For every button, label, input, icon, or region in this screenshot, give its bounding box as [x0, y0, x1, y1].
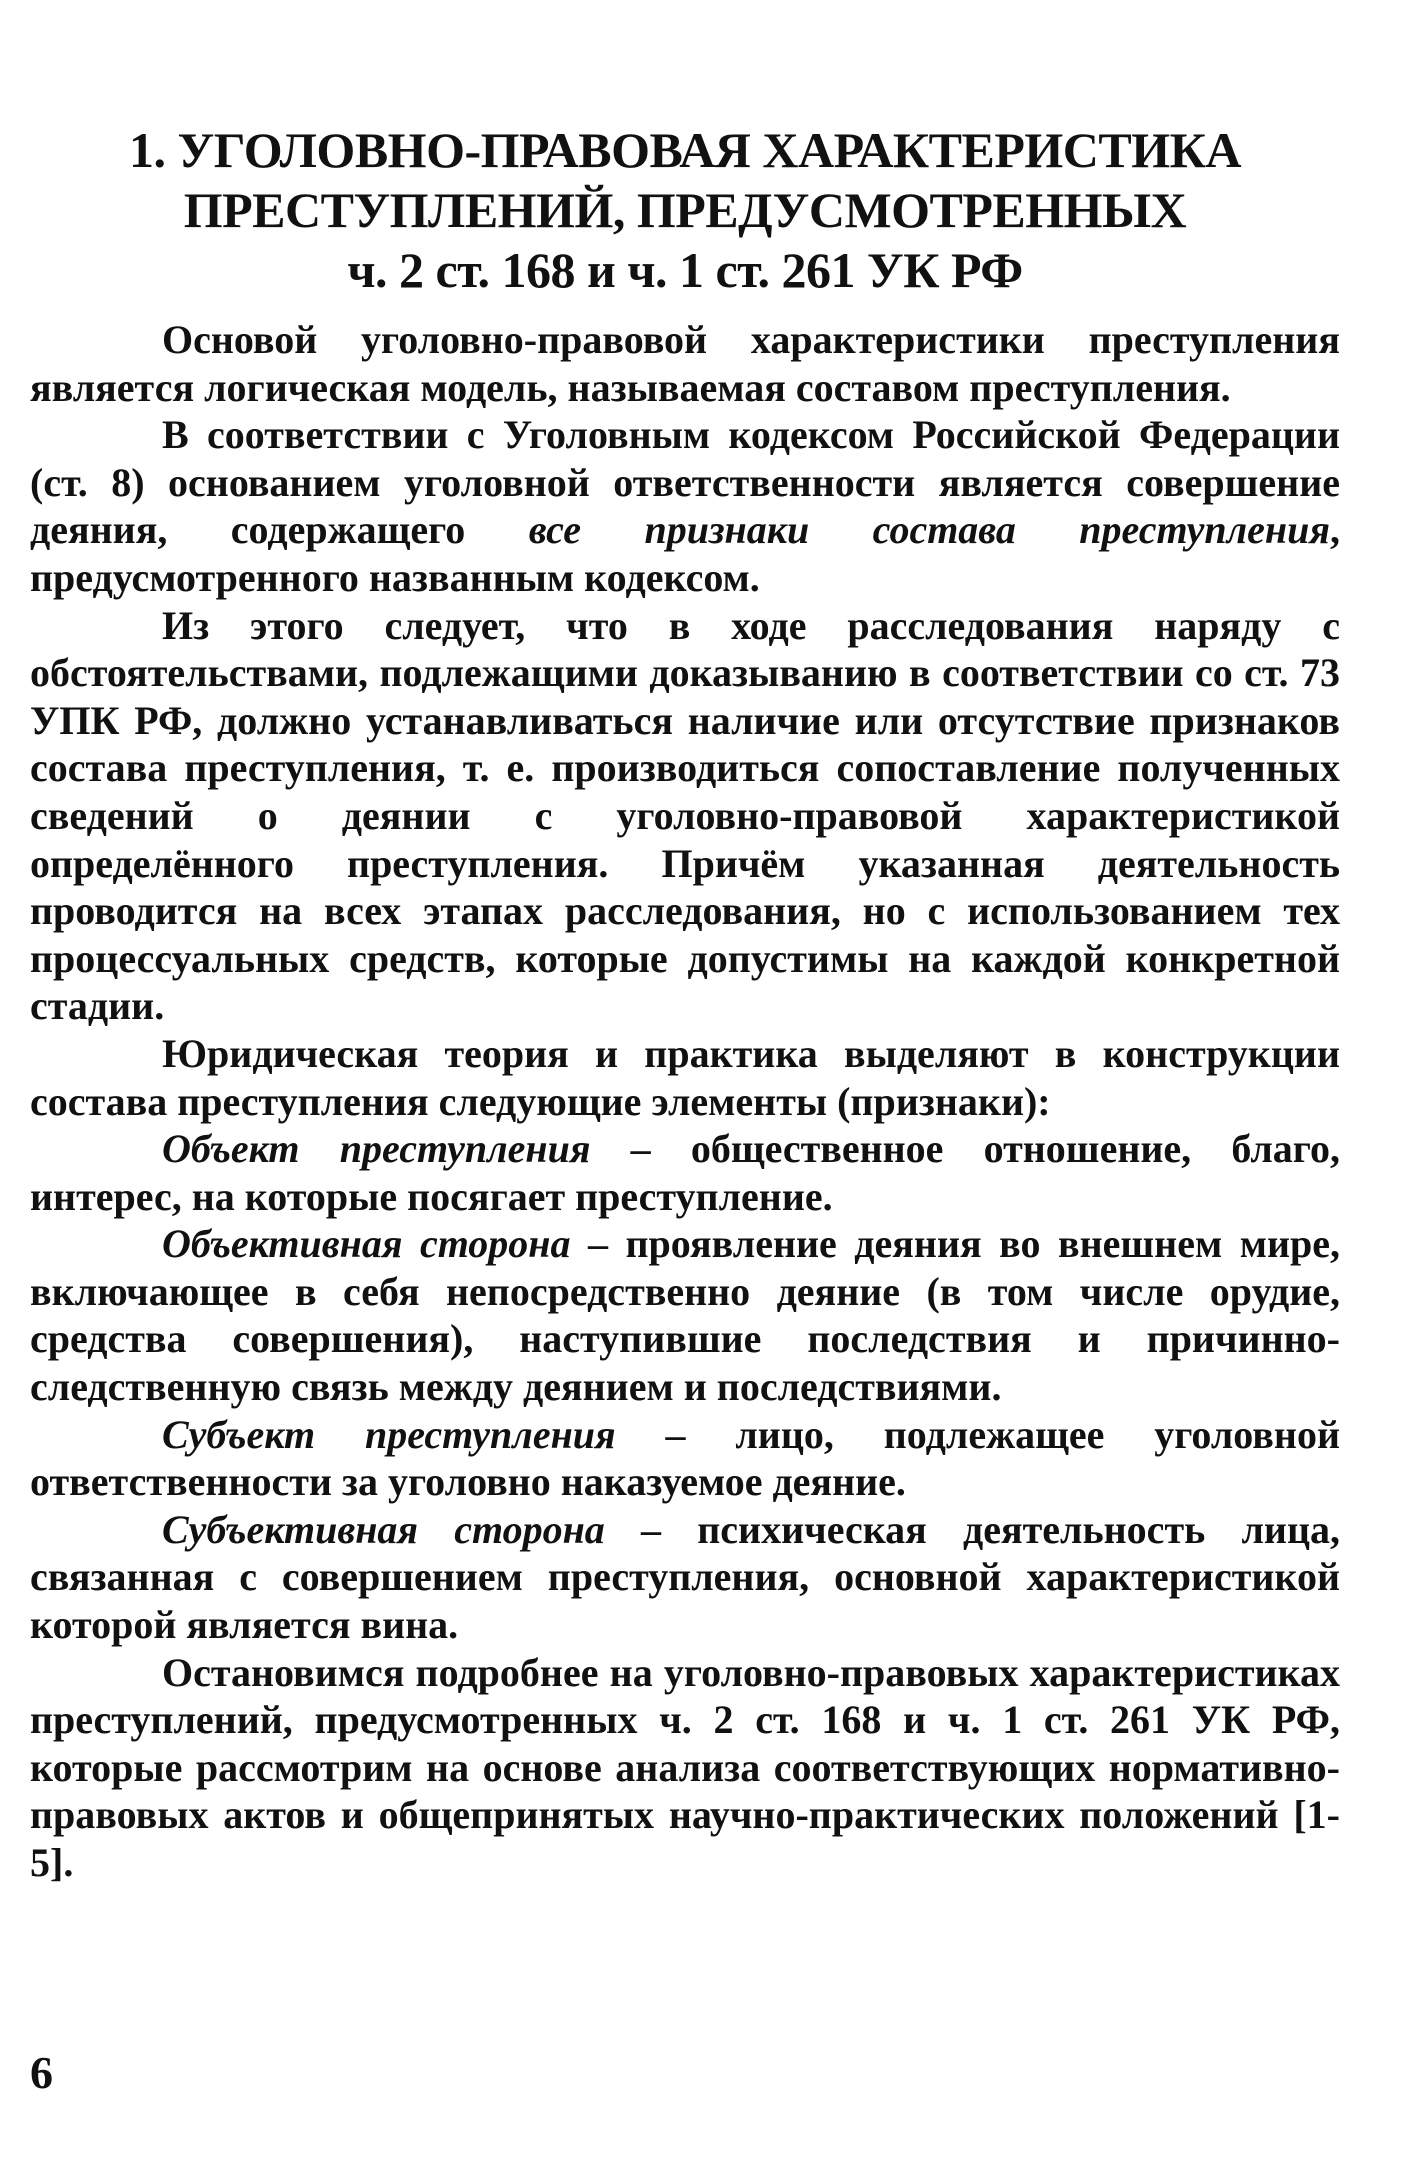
definition-object: – общественное отношение, благо, интерес, на которые посягает преступление. — [30, 1126, 1340, 1219]
term-objective-side: Объективная сторона — [162, 1221, 571, 1267]
term-object: Объект преступления — [162, 1126, 591, 1172]
paragraph-1: Основой уголовно-правовой характеристики преступления является логическая модель, называемая составом преступления. — [30, 317, 1340, 410]
paragraph-objective-side — [30, 1220, 1340, 1410]
term-subjective-side: Субъективная сторона — [162, 1506, 605, 1552]
definition-objective-side: – проявление деяния во внешнем мире, включающее в себя непосредственно деяние (в том числе орудие, средства совершения), наступившие последствия и причинно-следственную связь между деянием и последствиями. — [30, 1221, 1340, 1410]
page-content — [30, 120, 1340, 1887]
paragraph-object — [30, 1125, 1340, 1220]
body-text — [30, 316, 1340, 1887]
heading-line-1: 1. УГОЛОВНО-ПРАВОВАЯ ХАРАКТЕРИСТИКА — [129, 122, 1241, 178]
paragraph-3: Из этого следует, что в ходе расследования наряду с обстоятельствами, подлежащими доказыванию в соответствии со ст. 73 УПК РФ, должно устанавливаться наличие или отсутствие признаков состава преступления, т. е. производиться сопоставление полученных сведений о деянии с уголовно-правовой характеристикой определённого преступления. Причём указанная деятельность проводится на всех этапах расследования, но с использованием тех процессуальных средств, которые допустимы на каждой конкретной стадии. — [30, 602, 1340, 1029]
paragraph-2 — [30, 411, 1340, 601]
definition-subject: – лицо, подлежащее уголовной ответственности за уголовно наказуемое деяние. — [30, 1411, 1340, 1505]
page-number: 6 — [30, 2047, 53, 2098]
paragraph-2-emphasis: все признаки состава преступления — [528, 507, 1330, 553]
paragraph-2-text-b: , предусмотренного названным кодексом. — [30, 507, 1340, 600]
heading-line-3: ч. 2 ст. 168 и ч. 1 ст. 261 УК РФ — [347, 242, 1023, 298]
paragraph-subject — [30, 1411, 1340, 1506]
definition-subjective-side: – психическая деятельность лица, связанная с совершением преступления, основной характеристикой которой является вина. — [30, 1506, 1341, 1648]
section-heading — [30, 120, 1340, 300]
term-subject: Субъект преступления — [162, 1411, 616, 1457]
heading-line-2: ПРЕСТУПЛЕНИЙ, ПРЕДУСМОТРЕННЫХ — [183, 182, 1187, 238]
paragraph-9: Остановимся подробнее на уголовно-правовых характеристиках преступлений, предусмотренных ч. 2 ст. 168 и ч. 1 ст. 261 УК РФ, которые рассмотрим на основе анализа соответствующих нормативно-правовых актов и общепринятых научно-практических положений [1-5]. — [30, 1649, 1340, 1885]
paragraph-subjective-side — [30, 1506, 1340, 1649]
paragraph-4: Юридическая теория и практика выделяют в конструкции состава преступления следующие элементы (признаки): — [30, 1030, 1340, 1124]
paragraph-2-text-a: В соответствии с Уголовным кодексом Российской Федерации (ст. 8) основанием уголовной ответственности является совершение деяния, содержащего — [30, 412, 1340, 553]
